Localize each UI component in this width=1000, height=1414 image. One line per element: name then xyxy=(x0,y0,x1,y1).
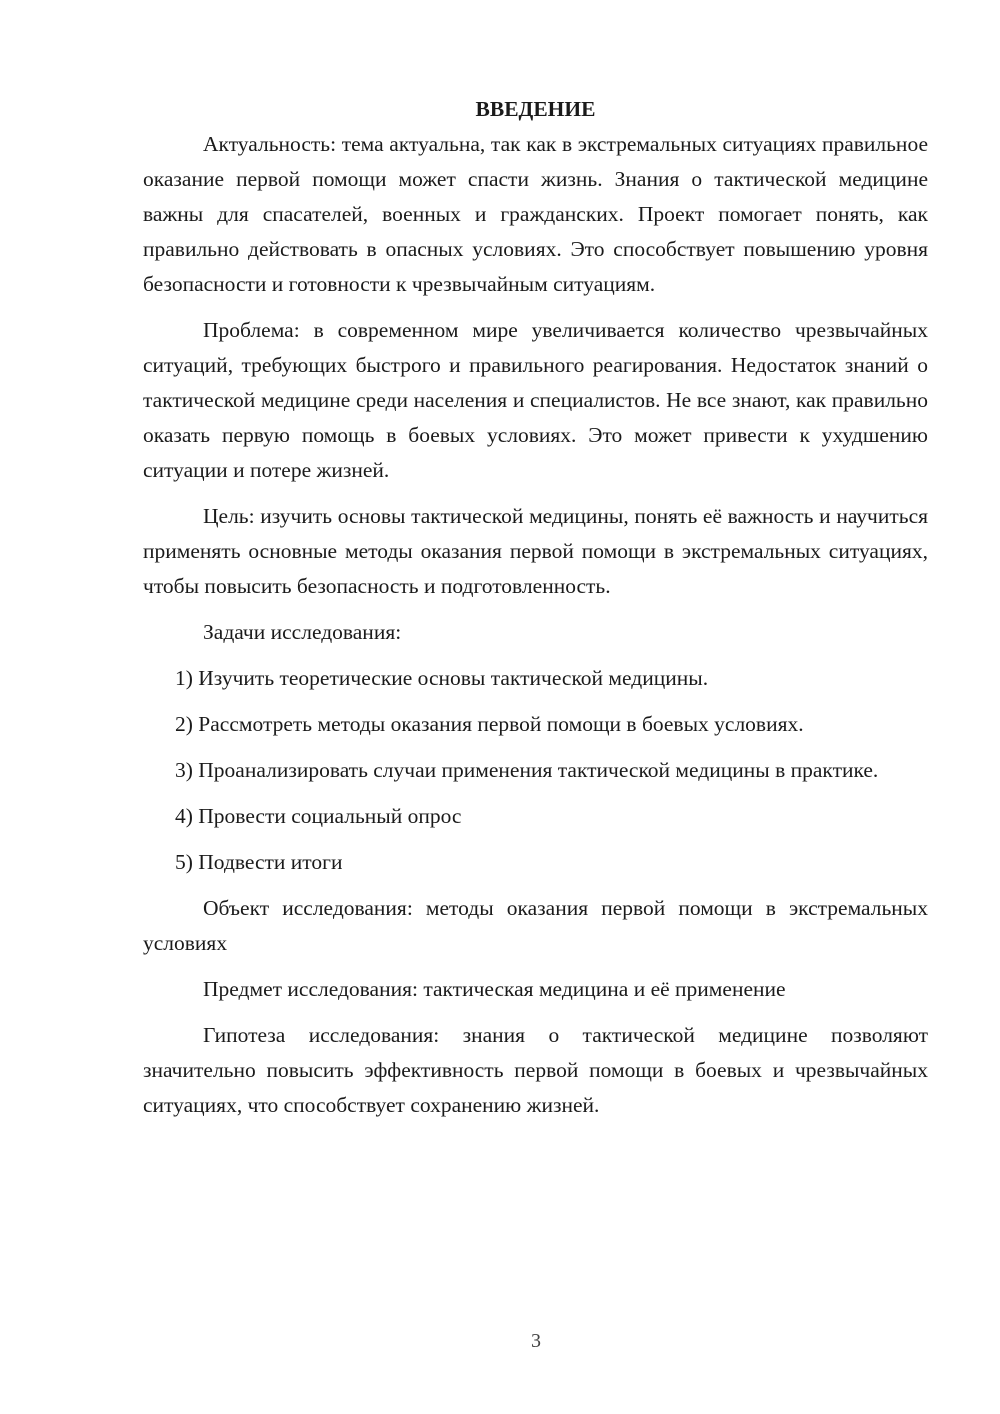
task-item: 3) Проанализировать случаи применения тактической медицины в практике. xyxy=(175,758,879,782)
task-item: 5) Подвести итоги xyxy=(175,850,343,874)
section-title: ВВЕДЕНИЕ xyxy=(475,97,596,121)
paragraph-subject: Предмет исследования: тактическая медицина и её применение xyxy=(203,977,786,1001)
page-number: 3 xyxy=(531,1330,541,1352)
paragraph-problem: Проблема: в современном мире увеличивается количество чрезвычайных ситуаций, требующих быстрого и правильного реагирования. Недостаток знаний о тактической медицине среди населения и специалистов. Не все знают, как правильно оказать первую помощь в боевых условиях. Это может привести к ухудшению ситуации и потере жизней. xyxy=(143,318,928,482)
paragraph-goal: Цель: изучить основы тактической медицины, понять её важность и научиться применять основные методы оказания первой помощи в экстремальных ситуациях, чтобы повысить безопасность и подготовленность. xyxy=(143,504,928,598)
paragraph-hypothesis: Гипотеза исследования: знания о тактической медицине позволяют значительно повысить эффективность первой помощи в боевых и чрезвычайных ситуациях, что способствует сохранению жизней. xyxy=(143,1023,928,1117)
task-item: 4) Провести социальный опрос xyxy=(175,804,462,828)
paragraph-tasks-heading: Задачи исследования: xyxy=(203,620,402,644)
task-item: 2) Рассмотреть методы оказания первой помощи в боевых условиях. xyxy=(175,712,804,736)
document-page xyxy=(143,92,928,1134)
paragraph-object: Объект исследования: методы оказания первой помощи в экстремальных условиях xyxy=(143,896,928,955)
paragraph-relevance: Актуальность: тема актуальна, так как в экстремальных ситуациях правильное оказание первой помощи может спасти жизнь. Знания о тактической медицине важны для спасателей, военных и гражданских. Проект помогает понять, как правильно действовать в опасных условиях. Это способствует повышению уровня безопасности и готовности к чрезвычайным ситуациям. xyxy=(143,132,928,296)
task-list xyxy=(143,661,928,880)
task-item: 1) Изучить теоретические основы тактической медицины. xyxy=(175,666,709,690)
